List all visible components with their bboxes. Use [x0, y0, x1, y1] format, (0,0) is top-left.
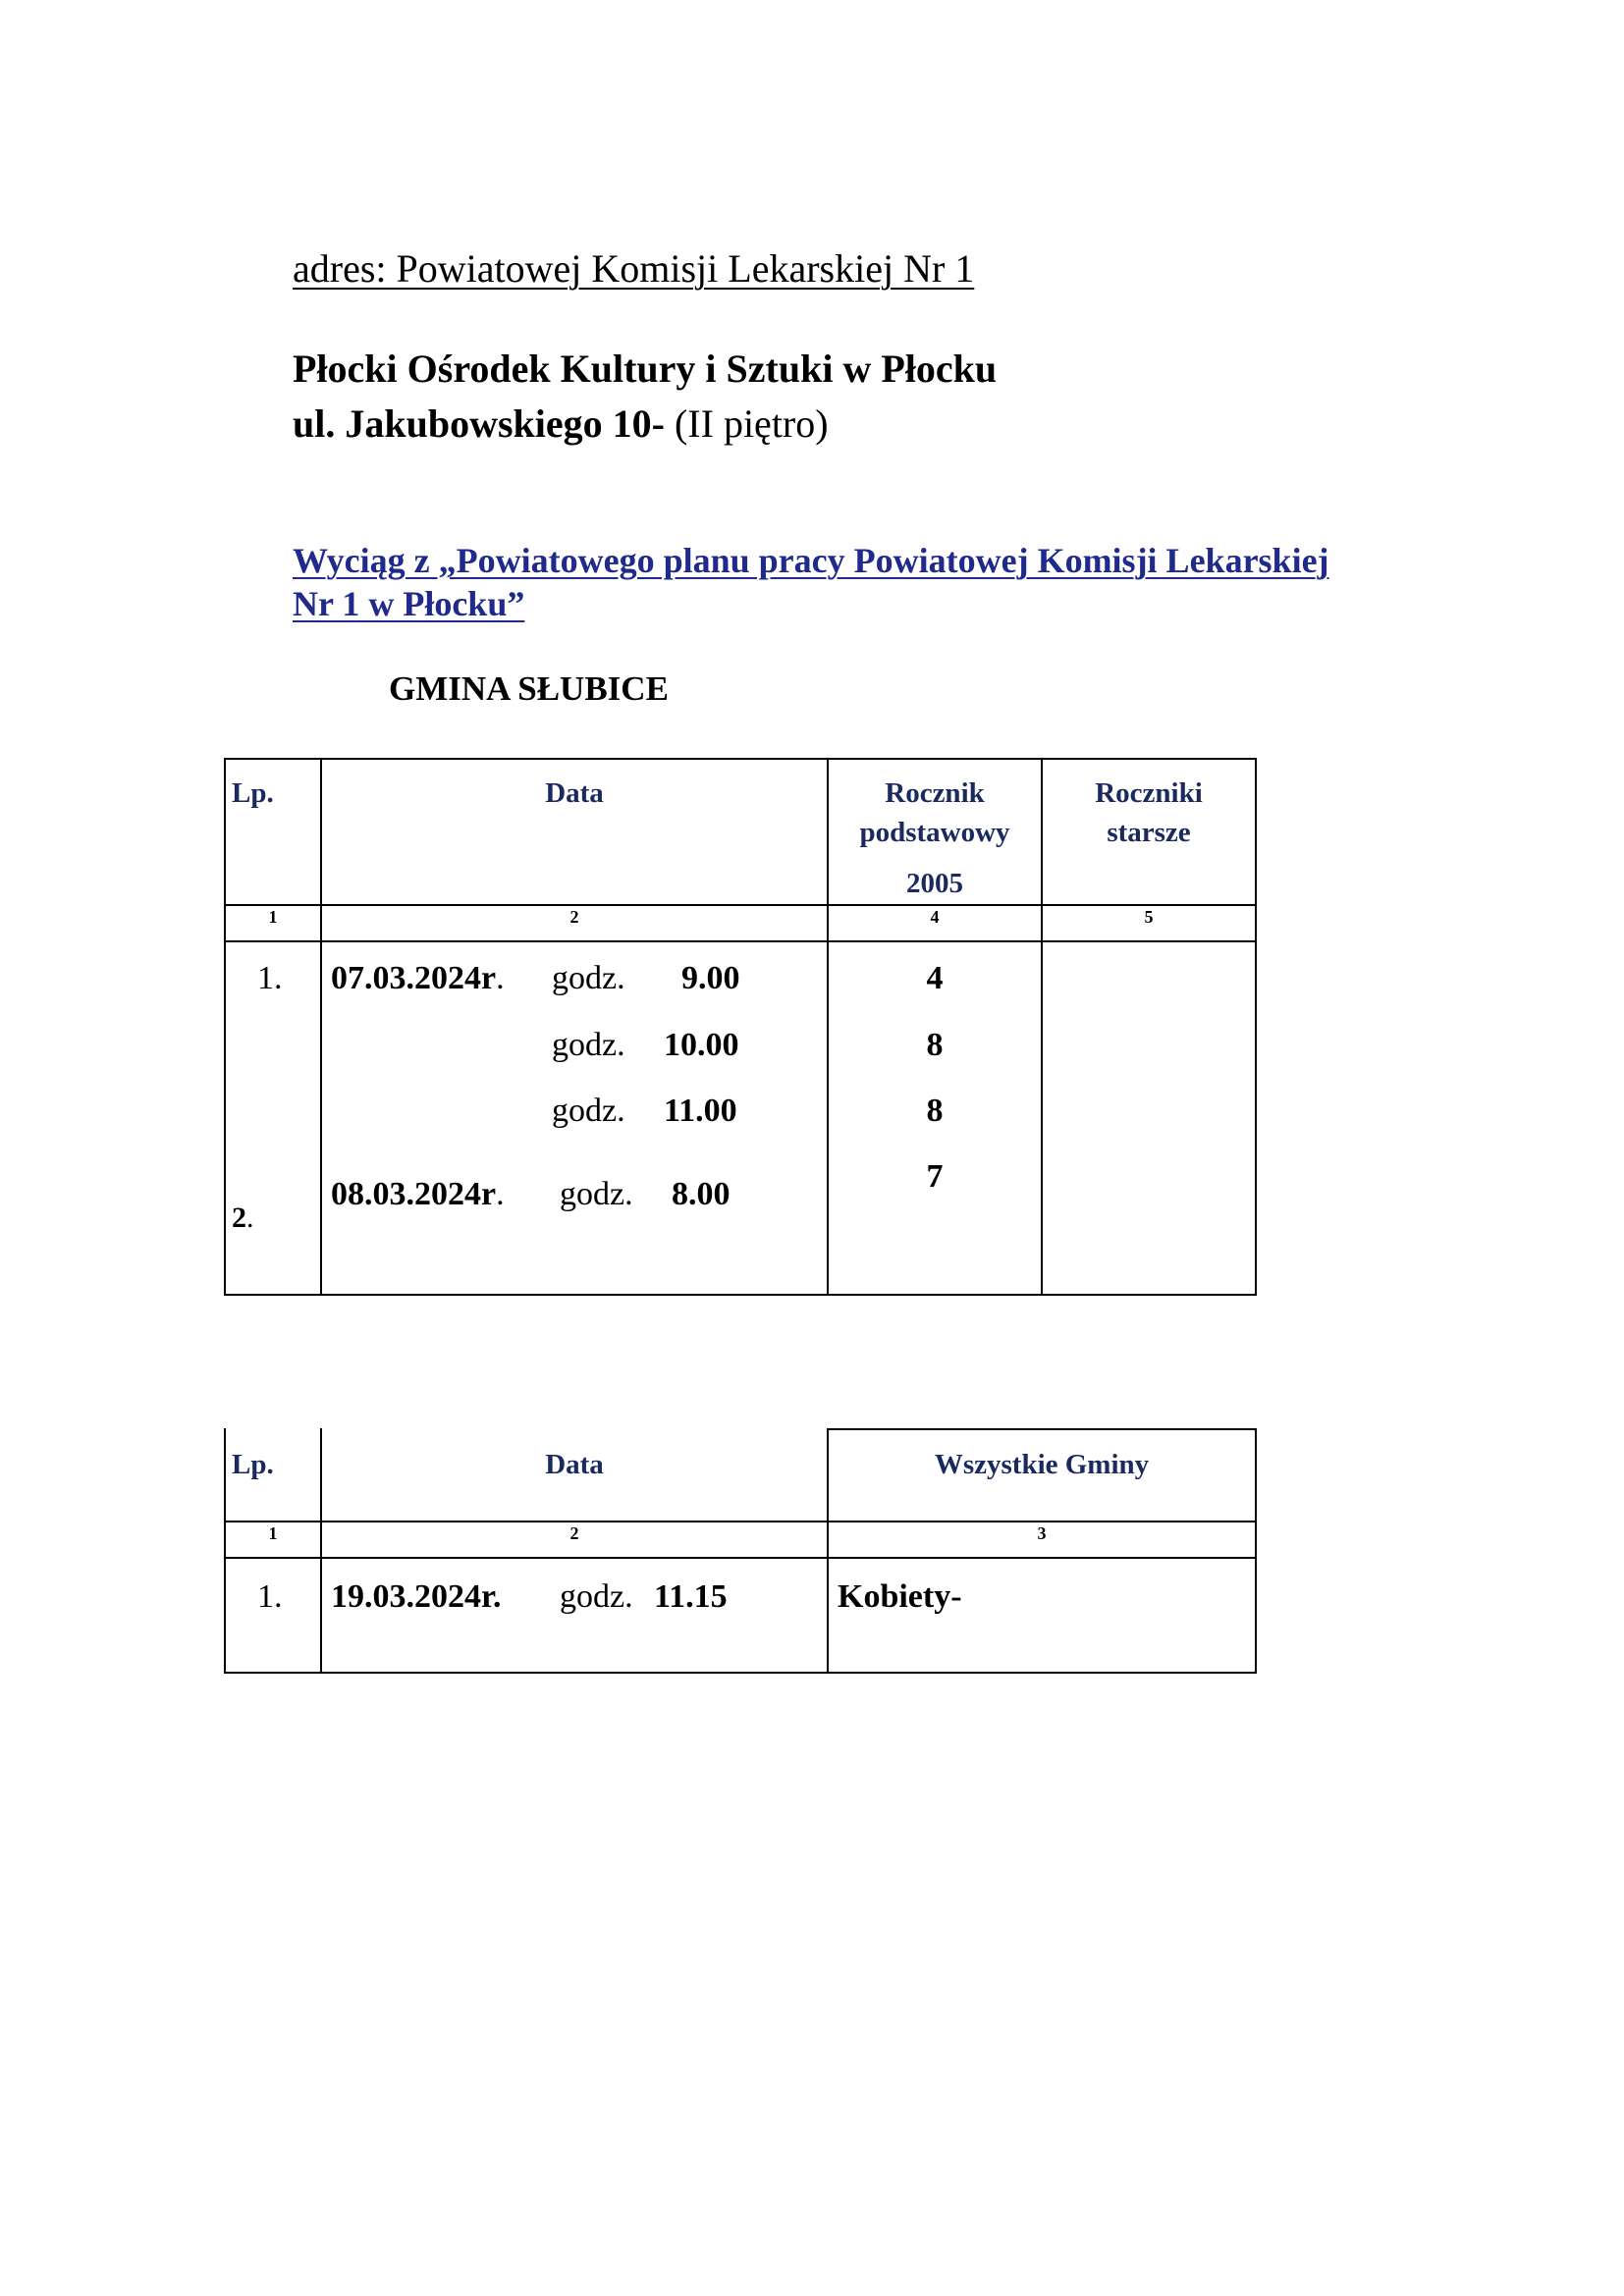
- row-4-date: [331, 1176, 505, 1213]
- header-rocznik-year: 2005: [906, 868, 963, 899]
- column-number: 4: [930, 907, 940, 927]
- row-4-lp-number: 2: [232, 1201, 246, 1234]
- row-2-time: 10.00: [664, 1027, 739, 1063]
- header-lp: Lp.: [232, 777, 274, 809]
- table-border-left: [224, 758, 226, 1296]
- table2-header-lp: Lp.: [232, 1449, 274, 1480]
- row-4-lp: [232, 1201, 254, 1235]
- table-border-header: [224, 904, 1257, 906]
- table-border-top: [224, 758, 1257, 760]
- address-line: adres: Powiatowej Komisji Lekarskiej Nr 1: [293, 246, 975, 291]
- header-starsze-line-2: starsze: [1107, 817, 1191, 848]
- extract-title-line-1[interactable]: Wyciąg z „Powiatowego planu pracy Powiatowej Komisji Lekarskiej: [293, 541, 1329, 580]
- row-4-time: 8.00: [672, 1176, 731, 1212]
- table2-row-1-godz: godz.: [560, 1578, 633, 1615]
- row-1-godz: godz.: [552, 960, 625, 996]
- table2-row-1-time: 11.15: [654, 1578, 728, 1615]
- row-1-time: 9.00: [681, 960, 740, 996]
- table2-border-right: [1255, 1428, 1257, 1674]
- header-rocznik-line-2: podstawowy: [859, 817, 1010, 848]
- column-number: 2: [569, 907, 579, 927]
- street-address-bold: ul. Jakubowskiego 10-: [293, 401, 665, 446]
- header-rocznik-line-1: Rocznik: [885, 777, 985, 809]
- table2-header-wszystkie-gminy: Wszystkie Gminy: [934, 1449, 1150, 1480]
- row-4-godz: godz.: [560, 1176, 633, 1212]
- table-divider-1: [320, 758, 322, 1296]
- row-2-godz: godz.: [552, 1027, 625, 1063]
- column-number: 5: [1144, 907, 1154, 927]
- column-number: 3: [1037, 1523, 1047, 1543]
- column-number: 2: [569, 1523, 579, 1543]
- table2-row-1-category: Kobiety-: [838, 1578, 962, 1615]
- row-1-date-suffix: .: [496, 960, 505, 996]
- table-border-right: [1255, 758, 1257, 1296]
- street-address-floor: (II piętro): [664, 401, 829, 446]
- table2-border-top: [827, 1428, 1257, 1430]
- street-address: [293, 400, 829, 447]
- header-data: Data: [545, 777, 604, 809]
- table2-border-colnums: [224, 1557, 1257, 1559]
- extract-title-line-2[interactable]: Nr 1 w Płocku”: [293, 584, 525, 623]
- column-number: 1: [268, 1523, 278, 1543]
- section-title: GMINA SŁUBICE: [389, 669, 669, 708]
- row-4-lp-suffix: .: [246, 1201, 254, 1234]
- table2-header-data: Data: [545, 1449, 604, 1480]
- row-3-godz: godz.: [552, 1093, 625, 1129]
- table-border-colnums: [224, 940, 1257, 942]
- row-1-date-value: 07.03.2024r: [331, 960, 497, 996]
- row-3-count: 8: [926, 1093, 944, 1129]
- header-rocznik: [829, 774, 1041, 903]
- organization-name: Płocki Ośrodek Kultury i Sztuki w Płocku: [293, 347, 998, 391]
- row-1-lp: 1.: [257, 960, 283, 996]
- row-1-count: 4: [926, 960, 944, 996]
- table2-border-left: [224, 1428, 226, 1674]
- table2-row-1-lp: 1.: [257, 1578, 283, 1615]
- row-4-date-value: 08.03.2024r: [331, 1176, 497, 1212]
- row-2-count: 8: [926, 1027, 944, 1063]
- row-4-date-suffix: .: [496, 1176, 505, 1212]
- table2-border-bottom: [224, 1672, 1257, 1674]
- table-border-bottom: [224, 1294, 1257, 1296]
- table2-row-1-date: 19.03.2024r.: [331, 1578, 502, 1615]
- row-4-count: 7: [926, 1158, 944, 1195]
- column-number: 1: [268, 907, 278, 927]
- row-3-time: 11.00: [664, 1093, 737, 1129]
- table2-border-header: [224, 1521, 1257, 1522]
- header-roczniki-starsze: [1043, 774, 1255, 852]
- header-starsze-line-1: Roczniki: [1095, 777, 1203, 809]
- row-1-date: [331, 960, 505, 997]
